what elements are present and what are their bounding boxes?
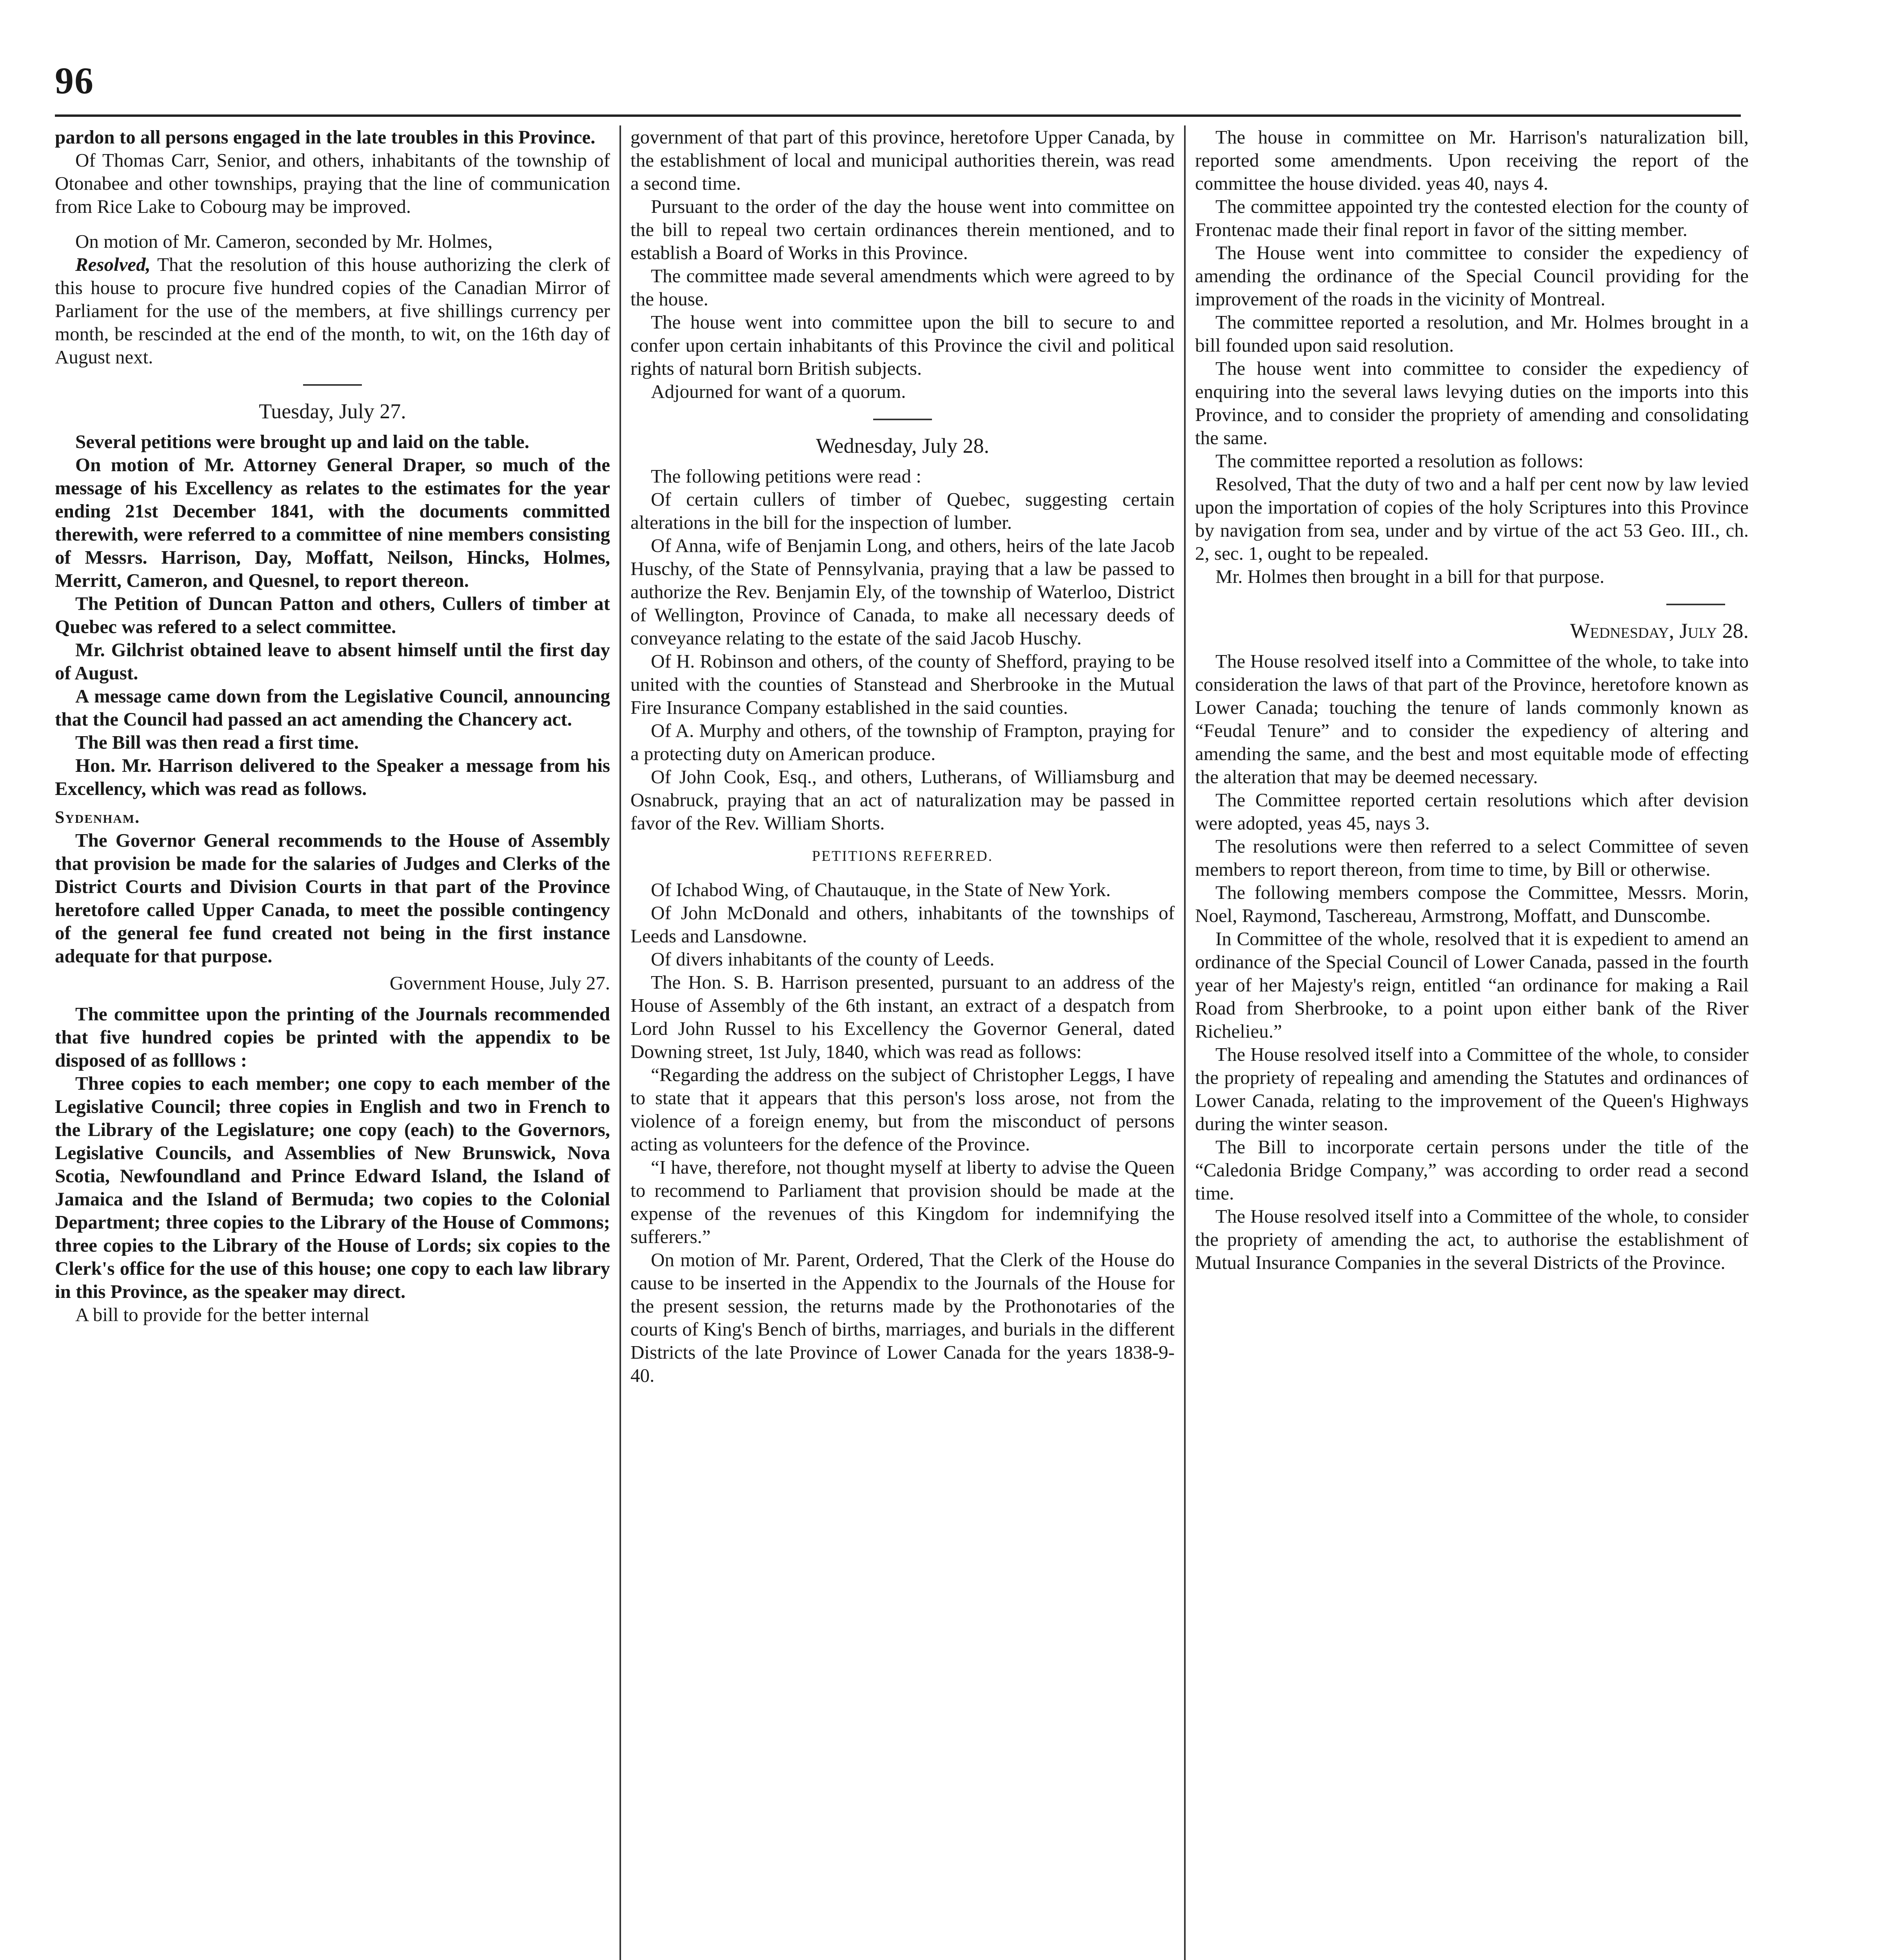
paragraph: The Hon. S. B. Harrison presented, pursuant to an address of the House of Assembly of the 6th instant, an extract of a despatch from Lord John Russel to his Excellency the Governor General, dated Downing street, 1st July, 1840, which was read as follows: bbox=[630, 971, 1175, 1062]
section-divider bbox=[1666, 604, 1725, 605]
paragraph: Of Ichabod Wing, of Chautauque, in the State of New York. bbox=[651, 879, 1111, 900]
paragraph: The committee made several amendments which were agreed to by the house. bbox=[630, 265, 1175, 310]
dateline: Government House, July 27. bbox=[389, 972, 610, 994]
signature: Sydenham. bbox=[55, 808, 140, 827]
paragraph: The following petitions were read : bbox=[651, 465, 921, 487]
paragraph: In Committee of the whole, resolved that it is expedient to amend an ordinance of the Special Council of Lower Canada, passed in the fourth year of her Majesty's reign, entitled “an ordinance for making a Rail Road from Sherbrooke, to a point upon either bank of the River Richelieu.” bbox=[1195, 928, 1749, 1042]
paragraph: government of that part of this province, heretofore Upper Canada, by the establishment of local and municipal authorities therein, was read a second time. bbox=[630, 126, 1175, 194]
column-3 bbox=[1184, 125, 1749, 1960]
paragraph: The committee appointed try the contested election for the county of Frontenac made their final report in favor of the sitting member. bbox=[1195, 196, 1749, 240]
resolved-text: That the resolution of this house authorizing the clerk of this house to procure five hundred copies of the Canadian Mirror of Parliament for the use of the members, at five shillings currency per month, be rescinded at the end of the month, to wit, on the 16th day of August next. bbox=[55, 254, 610, 368]
page-number: 96 bbox=[55, 60, 94, 102]
paragraph: “I have, therefore, not thought myself at liberty to advise the Queen to recommend to Parliament that provision should be made at the expense of the revenues of this Kingdom for indemnifying the sufferers.” bbox=[630, 1156, 1175, 1247]
paragraph: On motion of Mr. Parent, Ordered, That the Clerk of the House do cause to be inserted in the Appendix to the Journals of the House for the present session, the returns made by the Prothonotaries of the courts of King's Bench of births, marriages, and burials in the different Districts of the late Province of Lower Canada for the years 1838-9-40. bbox=[630, 1249, 1175, 1386]
paragraph: The committee reported a resolution, and Mr. Holmes brought in a bill founded upon said resolution. bbox=[1195, 311, 1749, 356]
paragraph: Of certain cullers of timber of Quebec, suggesting certain alterations in the bill for the inspection of lumber. bbox=[630, 488, 1175, 533]
resolved-lead: Resolved, bbox=[75, 254, 151, 275]
paragraph: The Petition of Duncan Patton and others, Cullers of timber at Quebec was refered to a select committee. bbox=[55, 593, 610, 637]
paragraph: Of Thomas Carr, Senior, and others, inhabitants of the township of Otonabee and other townships, praying that the line of communication from Rice Lake to Cobourg may be improved. bbox=[55, 149, 610, 217]
paragraph: The House resolved itself into a Committee of the whole, to consider the propriety of repealing and amending the Statutes and ordinances of Lower Canada, relating to the improvement of the Queen's Highways during the winter season. bbox=[1195, 1044, 1749, 1134]
paragraph bbox=[55, 253, 610, 368]
paragraph: “Regarding the address on the subject of Christopher Leggs, I have to state that it appears that this person's loss arose, not from the violence of a foreign enemy, but from the misconduct of persons acting as volunteers for the defence of the Province. bbox=[630, 1064, 1175, 1155]
column-1 bbox=[55, 125, 619, 1960]
dateline: Tuesday, July 27. bbox=[259, 399, 406, 423]
paragraph: The House resolved itself into a Committee of the whole, to take into consideration the laws of that part of the Province, heretofore known as Lower Canada; touching the tenure of lands commonly known as “Feudal Tenure” and to consider the expediency of altering and amending the same, and the best and most equitable mode of effecting the alteration that may be deemed necessary. bbox=[1195, 650, 1749, 788]
paragraph: Three copies to each member; one copy to each member of the Legislative Council; three copies in English and two in French to the Library of the Legislature; one copy (each) to the Governors, Legislative Councils, and Assemblies of New Brunswick, Nova Scotia, Newfoundland and Prince Edward Island, the Island of Jamaica and the Island of Bermuda; two copies to the Colonial Department; three copies to the Library of the House of Commons; three copies to the Library of the House of Lords; six copies to the Clerk's office for the use of this house; one copy to each law library in this Province, as the speaker may direct. bbox=[55, 1073, 610, 1302]
paragraph: The House went into committee to consider the expediency of amending the ordinance of the Special Council providing for the improvement of the roads in the vicinity of Montreal. bbox=[1195, 242, 1749, 310]
paragraph: A message came down from the Legislative Council, announcing that the Council had passed an act amending the Chancery act. bbox=[55, 685, 610, 730]
dateline: Wednesday, July 28. bbox=[1570, 619, 1749, 642]
paragraph: Adjourned for want of a quorum. bbox=[651, 381, 906, 402]
section-heading: PETITIONS REFERRED. bbox=[812, 848, 994, 864]
paragraph: The house went into committee upon the bill to secure to and confer upon certain inhabitants of this Province the civil and political rights of natural born British subjects. bbox=[630, 311, 1175, 379]
paragraph: The Governor General recommends to the House of Assembly that provision be made for the salaries of Judges and Clerks of the District Courts and Division Courts in that part of the Province heretofore called Upper Canada, to meet the possible contingency of the general fee fund created not being in the first instance adequate for that purpose. bbox=[55, 829, 610, 967]
paragraph: pardon to all persons engaged in the late troubles in this Province. bbox=[55, 126, 596, 148]
section-divider bbox=[303, 384, 362, 386]
paragraph: A bill to provide for the better internal bbox=[75, 1304, 369, 1325]
paragraph: Mr. Holmes then brought in a bill for that purpose. bbox=[1215, 566, 1605, 587]
paragraph: Of John Cook, Esq., and others, Lutherans, of Williamsburg and Osnabruck, praying that an act of naturalization may be passed in favor of the Rev. William Shorts. bbox=[630, 766, 1175, 834]
paragraph: The Bill to incorporate certain persons under the title of the “Caledonia Bridge Company,” was according to order read a second time. bbox=[1195, 1136, 1749, 1204]
paragraph: Resolved, That the duty of two and a half per cent now by law levied upon the importation of copies of the holy Scriptures into this Province by navigation from sea, under and by virtue of the act 53 Geo. III., ch. 2, sec. 1, ought to be repealed. bbox=[1195, 473, 1749, 564]
paragraph: Pursuant to the order of the day the house went into committee on the bill to repeal two certain ordinances therein mentioned, and to establish a Board of Works in this Province. bbox=[630, 196, 1175, 263]
paragraph: Mr. Gilchrist obtained leave to absent himself until the first day of August. bbox=[55, 639, 610, 684]
paragraph: The Committee reported certain resolutions which after devision were adopted, yeas 45, nays 3. bbox=[1195, 789, 1749, 834]
paragraph: On motion of Mr. Attorney General Draper, so much of the message of his Excellency as relates to the estimates for the year ending 21st December 1841, with the documents committed therewith, were referred to a committee of nine members consisting of Messrs. Harrison, Day, Moffatt, Neilson, Hincks, Holmes, Merritt, Cameron, and Quesnel, to report thereon. bbox=[55, 454, 610, 591]
paragraph: Hon. Mr. Harrison delivered to the Speaker a message from his Excellency, which was read as follows. bbox=[55, 755, 610, 799]
paragraph: The following members compose the Committee, Messrs. Morin, Noel, Raymond, Taschereau, Armstrong, Moffatt, and Dunscombe. bbox=[1195, 882, 1749, 926]
paragraph: Of A. Murphy and others, of the township of Frampton, praying for a protecting duty on American produce. bbox=[630, 720, 1175, 764]
paragraph: The house in committee on Mr. Harrison's naturalization bill, reported some amendments. Upon receiving the report of the committee the house divided. yeas 40, nays 4. bbox=[1195, 126, 1749, 194]
columns bbox=[55, 125, 1749, 1960]
dateline: Wednesday, July 28. bbox=[816, 434, 990, 457]
paragraph: Of divers inhabitants of the county of Leeds. bbox=[651, 948, 995, 970]
paragraph: The committee upon the printing of the Journals recommended that five hundred copies be printed with the appendix to be disposed of as folllows : bbox=[55, 1003, 610, 1071]
paragraph: Of John McDonald and others, inhabitants of the townships of Leeds and Lansdowne. bbox=[630, 902, 1175, 947]
paragraph: The house went into committee to consider the expediency of enquiring into the several laws levying duties on the imports into this Province, and to consider the propriety of amending and consolidating the same. bbox=[1195, 358, 1749, 448]
paragraph: Of Anna, wife of Benjamin Long, and others, heirs of the late Jacob Huschy, of the State of Pennsylvania, praying that a law be passed to authorize the Rev. Benjamin Ely, of the township of Waterloo, District of Wellington, Province of Canada, to make all necessary deeds of conveyance relating to the estate of the said Jacob Huschy. bbox=[630, 535, 1175, 649]
paragraph: Several petitions were brought up and laid on the table. bbox=[75, 431, 529, 452]
paragraph: The House resolved itself into a Committee of the whole, to consider the propriety of amending the act, to authorise the establishment of Mutual Insurance Companies in the several Districts of the Province. bbox=[1195, 1205, 1749, 1273]
top-rule bbox=[55, 114, 1741, 117]
section-divider bbox=[873, 419, 932, 420]
paragraph: Of H. Robinson and others, of the county of Shefford, praying to be united with the counties of Stanstead and Sherbrooke in the Mutual Fire Insurance Company established in the said counties. bbox=[630, 650, 1175, 718]
paragraph: The Bill was then read a first time. bbox=[75, 731, 359, 753]
paragraph: The resolutions were then referred to a select Committee of seven members to report thereon, from time to time, by Bill or otherwise. bbox=[1195, 835, 1749, 880]
column-2 bbox=[619, 125, 1184, 1960]
paragraph: The committee reported a resolution as follows: bbox=[1215, 450, 1584, 472]
paragraph: On motion of Mr. Cameron, seconded by Mr. Holmes, bbox=[75, 230, 493, 252]
